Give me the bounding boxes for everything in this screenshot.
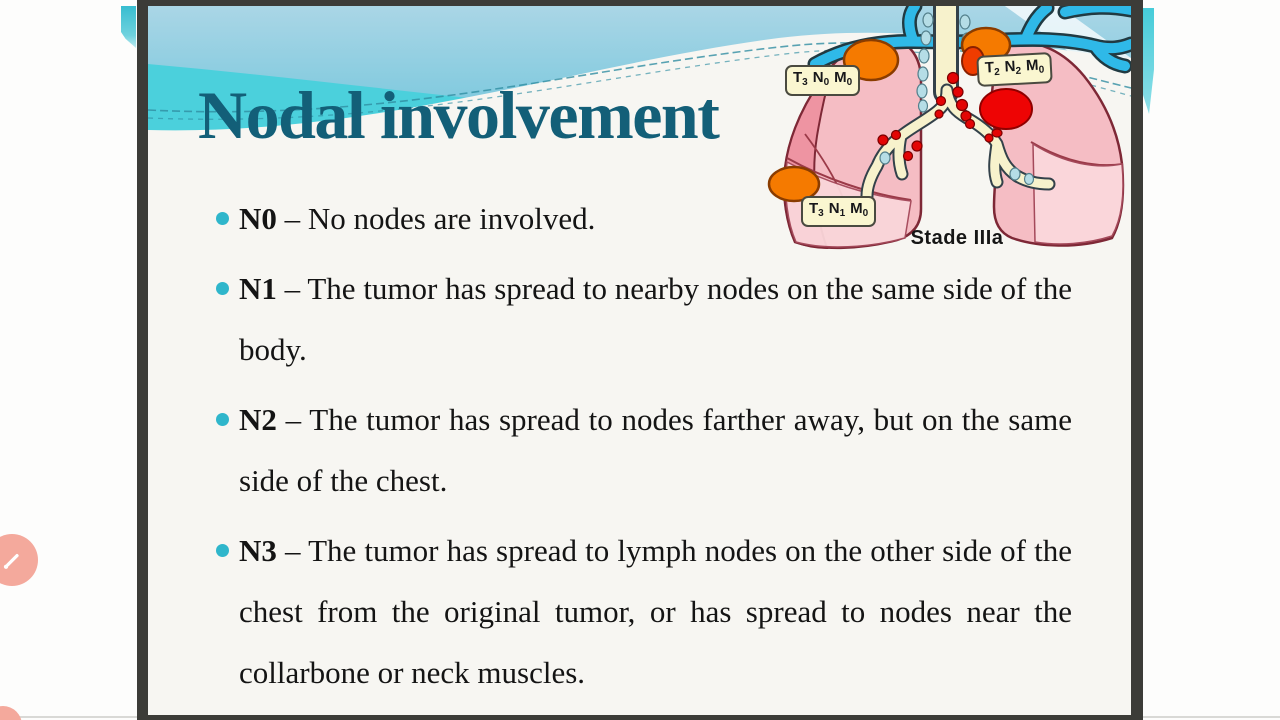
label-t2-n2-m0: $T_2$ $N_2$ $M_0$ bbox=[976, 52, 1053, 87]
bullet-icon bbox=[216, 282, 229, 295]
bullet-text: – The tumor has spread to nearby nodes on the same side of the body. bbox=[239, 271, 1072, 367]
bullet-term: N3 bbox=[239, 533, 277, 568]
previous-page-edge[interactable] bbox=[121, 6, 136, 48]
draw-tool-button[interactable] bbox=[0, 534, 38, 586]
slide-content bbox=[148, 6, 1131, 715]
bullet-text: – The tumor has spread to nodes farther away, but on the same side of the chest. bbox=[239, 402, 1072, 498]
bullet-term: N1 bbox=[239, 271, 277, 306]
label-t3-n1-m0: $T_3$ $N_1$ $M_0$ bbox=[801, 196, 876, 227]
bullet-text: – The tumor has spread to lymph nodes on the other side of the chest from the original tumor, or has spread to nodes near the collarbone or neck muscles. bbox=[239, 533, 1073, 690]
bullet-term: N2 bbox=[239, 402, 277, 437]
bullet-icon bbox=[216, 544, 229, 557]
bottom-tool-button[interactable] bbox=[0, 706, 22, 720]
bullet-icon bbox=[216, 413, 229, 426]
bullet-text: – No nodes are involved. bbox=[284, 201, 596, 236]
list-item-n1 bbox=[239, 258, 1072, 380]
bullet-icon bbox=[216, 212, 229, 225]
bullet-list bbox=[239, 188, 1072, 712]
label-t3-n0-m0: $T_3$ $N_0$ $M_0$ bbox=[785, 65, 860, 96]
pencil-icon bbox=[0, 545, 27, 575]
bullet-term: N0 bbox=[239, 201, 277, 236]
next-page-edge[interactable] bbox=[1143, 8, 1154, 114]
list-item-n2 bbox=[239, 389, 1072, 511]
slide-page bbox=[137, 0, 1143, 720]
nodal-mass-red bbox=[980, 89, 1032, 129]
list-item-n3 bbox=[239, 520, 1072, 703]
slide-title: Nodal involvement bbox=[198, 77, 719, 153]
diagram-caption: Stade IIIa bbox=[910, 227, 1004, 249]
lung-staging-diagram bbox=[765, 6, 1131, 264]
